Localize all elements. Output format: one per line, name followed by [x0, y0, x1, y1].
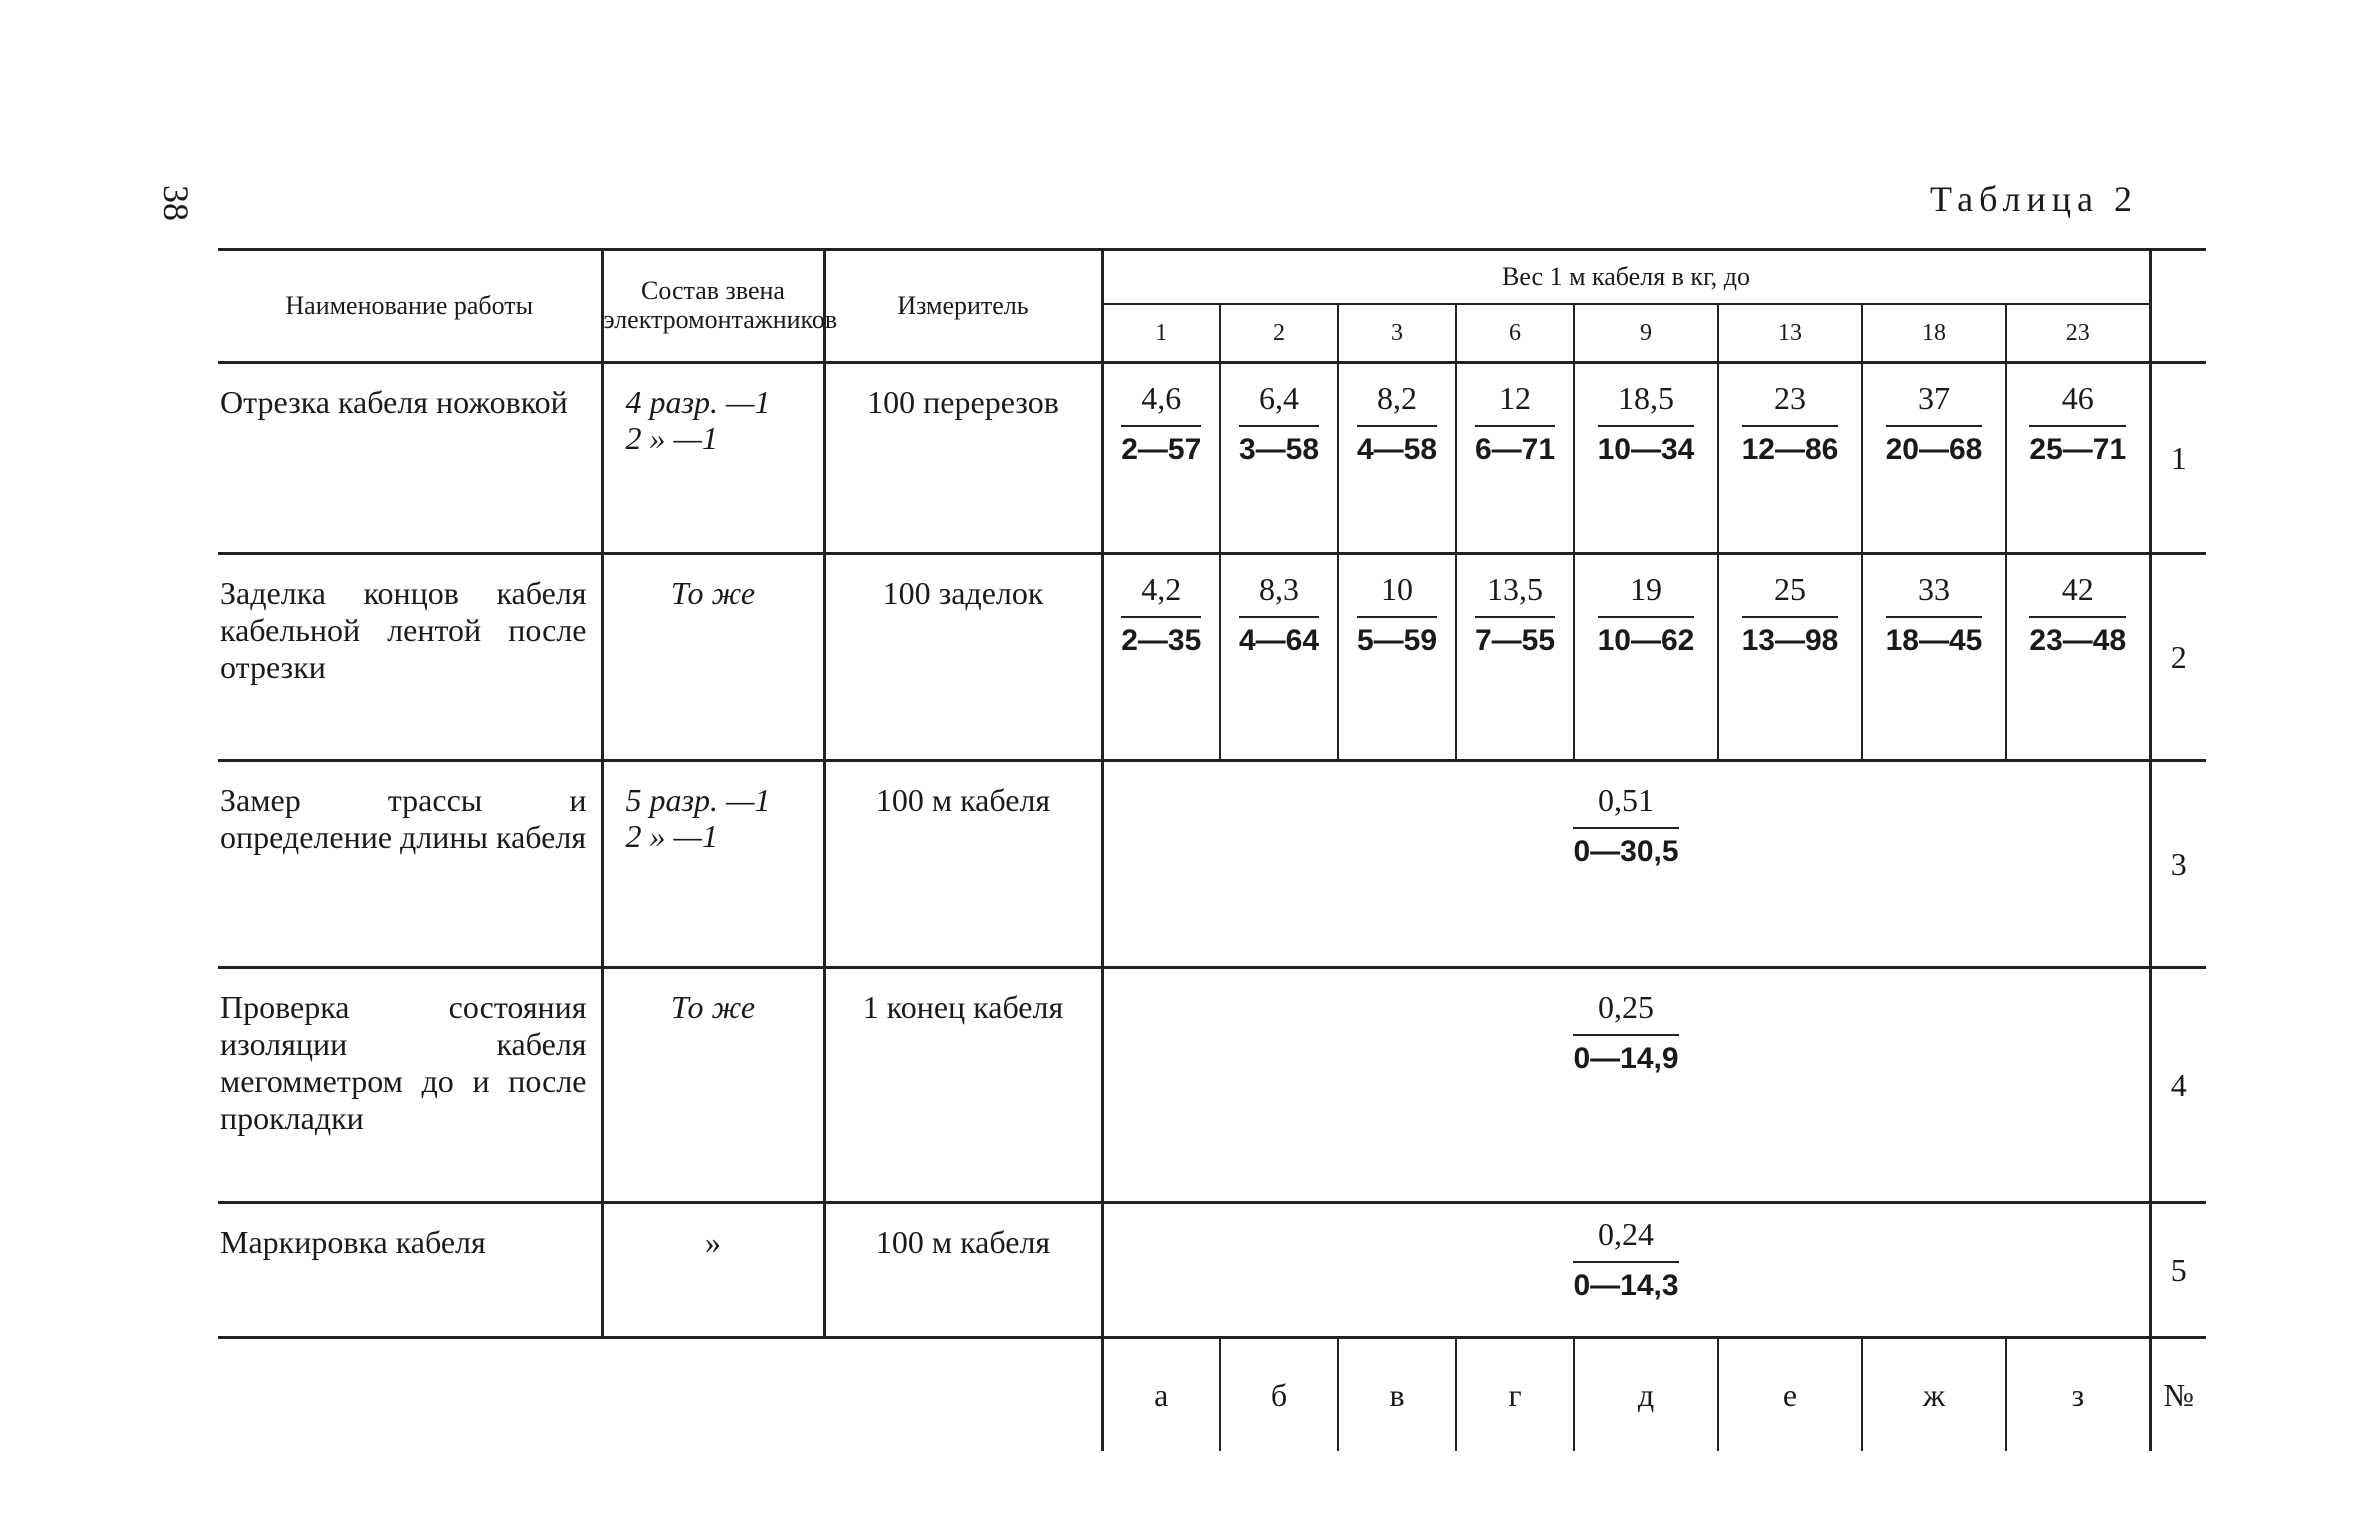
value-cell	[2006, 554, 2150, 761]
table-row	[218, 1203, 2206, 1338]
page-number: 38	[156, 185, 196, 221]
value-bottom: 0—14,3	[1573, 1269, 1679, 1302]
row-number: 4	[2150, 968, 2206, 1203]
header-weight-1: 1	[1102, 304, 1220, 363]
value-bottom: 13—98	[1741, 624, 1839, 657]
value-bottom: 25—71	[2029, 433, 2127, 466]
crew-line: 4 разр. —1	[625, 384, 771, 420]
crew-line: 2 » —1	[625, 818, 718, 854]
column-letter: а	[1102, 1338, 1220, 1452]
measure-unit: 100 м кабеля	[824, 761, 1102, 968]
column-letters-row	[218, 1338, 2206, 1452]
header-weight-6: 6	[1456, 304, 1574, 363]
footer-blank	[218, 1338, 1102, 1452]
value-top: 33	[1886, 571, 1983, 618]
value-cell-merged	[1102, 1203, 2150, 1338]
value-top: 42	[2029, 571, 2126, 618]
column-letter: з	[2006, 1338, 2150, 1452]
value-cell	[1718, 363, 1862, 554]
crew-composition	[602, 761, 824, 968]
value-bottom: 20—68	[1885, 433, 1983, 466]
measure-unit: 100 перерезов	[824, 363, 1102, 554]
value-cell-merged	[1102, 968, 2150, 1203]
header-number-blank	[2150, 250, 2206, 363]
value-cell	[1220, 363, 1338, 554]
value-bottom: 0—14,9	[1573, 1042, 1679, 1075]
table-row	[218, 761, 2206, 968]
number-column-label: №	[2163, 1376, 2195, 1413]
header-weight-18: 18	[1862, 304, 2006, 363]
column-letter: д	[1574, 1338, 1718, 1452]
work-name: Заделка концов кабеля кабельной лентой после отрезки	[218, 554, 602, 761]
header-weight-title: Вес 1 м кабеля в кг, до	[1102, 250, 2150, 305]
value-bottom: 2—57	[1121, 433, 1202, 466]
value-bottom: 12—86	[1741, 433, 1839, 466]
value-top: 8,3	[1239, 571, 1319, 618]
header-weight-9: 9	[1574, 304, 1718, 363]
header-weight-23: 23	[2006, 304, 2150, 363]
value-cell-merged	[1102, 761, 2150, 968]
table-row	[218, 554, 2206, 761]
crew-line: То же	[670, 575, 756, 611]
crew-line: 5 разр. —1	[625, 782, 771, 818]
value-top: 18,5	[1598, 380, 1695, 427]
measure-unit: 1 конец кабеля	[824, 968, 1102, 1203]
crew-line: 2 » —1	[625, 420, 718, 456]
row-number: 2	[2150, 554, 2206, 761]
value-top: 10	[1357, 571, 1437, 618]
row-number: 5	[2150, 1203, 2206, 1338]
value-cell	[1220, 554, 1338, 761]
value-top: 46	[2029, 380, 2126, 427]
measure-unit: 100 м кабеля	[824, 1203, 1102, 1338]
value-top: 25	[1742, 571, 1839, 618]
value-cell	[1456, 554, 1574, 761]
column-letter: в	[1338, 1338, 1456, 1452]
crew-line: То же	[670, 989, 756, 1025]
table-row	[218, 968, 2206, 1203]
work-name: Маркировка кабеля	[218, 1203, 602, 1338]
header-weight-3: 3	[1338, 304, 1456, 363]
row-number: 3	[2150, 761, 2206, 968]
header-measure: Измеритель	[824, 250, 1102, 363]
header-work-name: Наименование работы	[218, 250, 602, 363]
crew-composition	[602, 968, 824, 1203]
value-cell	[1338, 363, 1456, 554]
crew-line: »	[705, 1224, 721, 1260]
value-cell	[1102, 363, 1220, 554]
value-bottom: 23—48	[2029, 624, 2127, 657]
crew-composition	[602, 1203, 824, 1338]
norms-table	[218, 248, 2202, 1451]
value-cell	[1718, 554, 1862, 761]
value-top: 19	[1598, 571, 1695, 618]
measure-unit: 100 заделок	[824, 554, 1102, 761]
column-letter: б	[1220, 1338, 1338, 1452]
value-cell	[2006, 363, 2150, 554]
row-number: 1	[2150, 363, 2206, 554]
value-top: 8,2	[1357, 380, 1437, 427]
work-name: Отрезка кабеля ножовкой	[218, 363, 602, 554]
value-bottom: 4—64	[1238, 624, 1320, 657]
value-cell	[1862, 363, 2006, 554]
header-weight-13: 13	[1718, 304, 1862, 363]
value-top: 6,4	[1239, 380, 1319, 427]
value-bottom: 0—30,5	[1573, 835, 1679, 868]
work-name: Замер трассы и определение длины кабеля	[218, 761, 602, 968]
value-bottom: 7—55	[1474, 624, 1556, 657]
crew-composition	[602, 363, 824, 554]
value-cell	[1102, 554, 1220, 761]
value-cell	[1456, 363, 1574, 554]
value-cell	[1862, 554, 2006, 761]
column-letter: г	[1456, 1338, 1574, 1452]
value-bottom: 10—34	[1597, 433, 1695, 466]
value-top: 0,25	[1573, 989, 1678, 1036]
table-row	[218, 363, 2206, 554]
value-top: 23	[1742, 380, 1839, 427]
value-bottom: 3—58	[1238, 433, 1320, 466]
column-letter: ж	[1862, 1338, 2006, 1452]
value-bottom: 5—59	[1356, 624, 1438, 657]
column-letter: е	[1718, 1338, 1862, 1452]
value-cell	[1574, 363, 1718, 554]
work-name: Проверка состояния изоляции кабеля мегомметром до и после прокладки	[218, 968, 602, 1203]
value-top: 0,51	[1573, 782, 1678, 829]
value-top: 4,6	[1121, 380, 1201, 427]
value-bottom: 6—71	[1474, 433, 1556, 466]
header-weight-2: 2	[1220, 304, 1338, 363]
value-top: 37	[1886, 380, 1983, 427]
crew-composition	[602, 554, 824, 761]
value-cell	[1338, 554, 1456, 761]
value-top: 12	[1475, 380, 1555, 427]
value-top: 0,24	[1573, 1216, 1678, 1263]
table-title: Таблица 2	[1930, 179, 2138, 219]
value-top: 4,2	[1121, 571, 1201, 618]
value-bottom: 18—45	[1885, 624, 1983, 657]
value-bottom: 10—62	[1597, 624, 1695, 657]
value-cell	[1574, 554, 1718, 761]
value-bottom: 4—58	[1356, 433, 1438, 466]
header-crew: Состав звена электромонтажников	[602, 250, 824, 363]
value-top: 13,5	[1475, 571, 1555, 618]
value-bottom: 2—35	[1121, 624, 1202, 657]
